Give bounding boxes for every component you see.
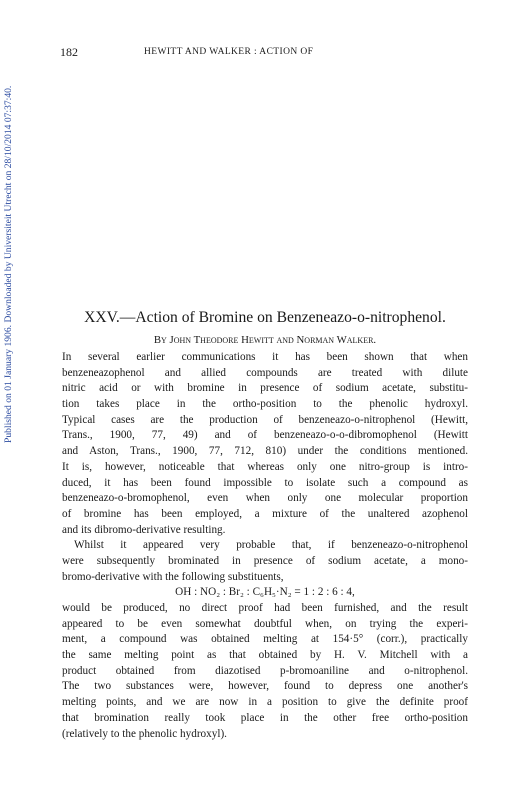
body-line: benzeneazophenol and allied compounds are treated with dilute [62,366,468,379]
formula-line: OH : NO₂ : Br₂ : C₆H₅·N₂ = 1 : 2 : 6 : 4, [175,586,355,599]
article-byline: By John Theodore Hewitt and Norman Walker. [153,334,377,346]
body-line: The two substances were, however, found to depress one another's [62,680,468,693]
page-number: 182 [60,45,78,59]
download-watermark: Published on 01 January 1906. Downloaded by Universiteit Utrecht on 28/10/2014 07:37:40. [3,86,14,444]
body-line: duced, it has been found impossible to isolate such a compound as [62,476,468,489]
body-line: of bromine has been employed, a mixture of the unaltered azophenol [62,507,468,520]
body-line: appeared to be even somewhat doubtful when, on trying the experi- [62,617,468,630]
running-head: HEWITT AND WALKER : ACTION OF [144,47,314,57]
body-line: Typical cases are the production of benzeneazo-o-nitrophenol (Hewitt, [62,413,468,426]
body-line: melting points, and we are now in a position to give the definite proof [62,696,468,709]
body-line: that bromination really took place in the other free ortho-position [62,711,468,724]
body-line: product obtained from diazotised p-bromoaniline and o-nitrophenol. [62,664,468,677]
body-line: benzeneazo-o-bromophenol, even when only one molecular proportion [62,492,468,505]
body-line: Trans., 1900, 77, 49) and of benzeneazo-o-o-dibromophenol (Hewitt [62,429,468,442]
body-line: bromo-derivative with the following substituents, [62,570,284,583]
body-line: and its dibromo-derivative resulting. [62,523,226,536]
body-line: (relatively to the phenolic hydroxyl). [62,727,227,740]
body-line: In several earlier communications it has been shown that when [62,351,468,363]
body-line: tion takes place in the ortho-position to the phenolic hydroxyl. [62,398,468,411]
body-line: ment, a compound was obtained melting at 154·5° (corr.), practically [62,633,468,646]
body-line: would be produced, no direct proof had been furnished, and the result [62,602,468,614]
article-body [62,350,468,742]
body-line: It is, however, noticeable that whereas only one nitro-group is intro- [62,460,468,473]
page-header [60,46,470,62]
body-line: and Aston, Trans., 1900, 77, 712, 810) under the conditions mentioned. [62,445,468,458]
body-line: were subsequently brominated in presence of sodium acetate, a mono- [62,554,468,567]
article-title: XXV.—Action of Bromine on Benzeneazo-o-nitrophenol. [84,309,446,326]
body-line: nitric acid or with bromine in presence of sodium acetate, substitu- [62,382,468,395]
body-line: the same melting point as that obtained by H. V. Mitchell with a [62,649,468,662]
body-line: Whilst it appeared very probable that, if benzeneazo-o-nitrophenol [74,539,468,552]
